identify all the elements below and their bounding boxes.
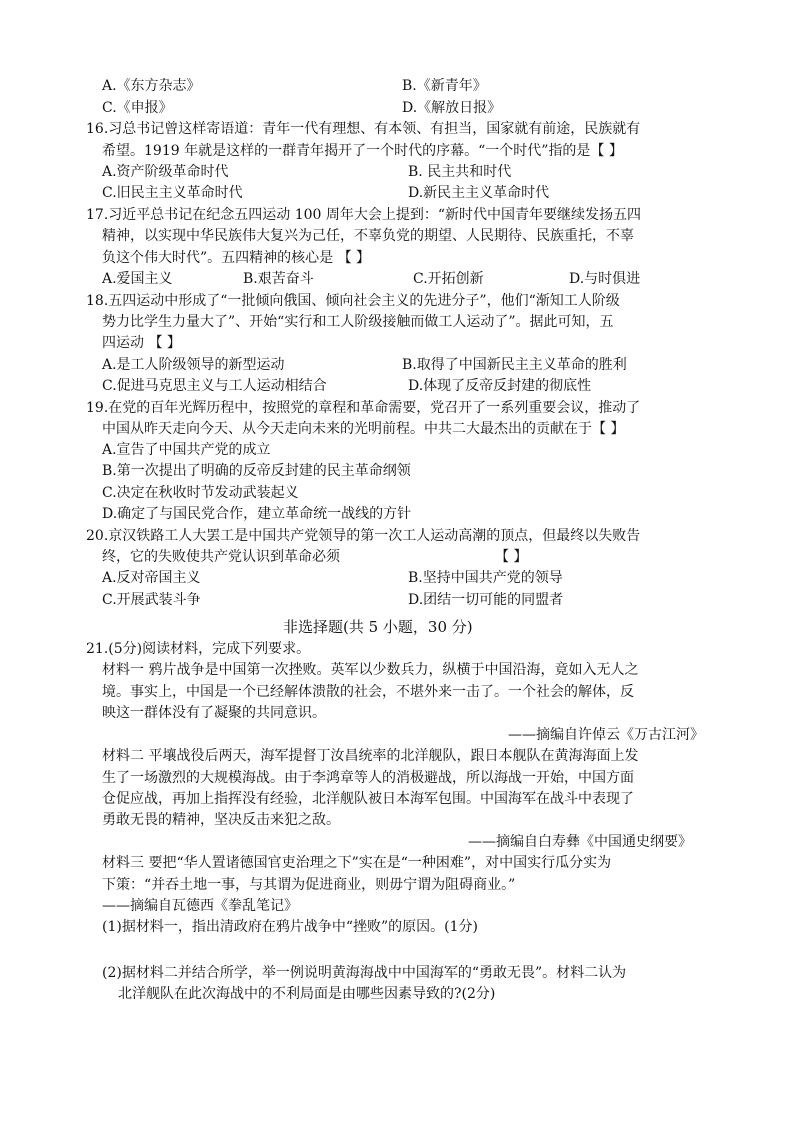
q18-option-b: B.取得了中国新民主主义革命的胜利 <box>402 357 627 373</box>
q15-option-b: B.《新青年》 <box>402 78 487 94</box>
q20-option-a: A.反对帝国主义 <box>102 570 201 586</box>
section-title: 非选择题(共 5 小题，30 分) <box>283 618 473 636</box>
q18-stem-line-2: 势力比学生力量大了”、开始“实行和工人阶级接触而做工人运动了”。据此可知，五 <box>102 314 614 330</box>
q17-stem-line-1: 17.习近平总书记在纪念五四运动 100 周年大会上提到：“新时代中国青年要继续发扬五四 <box>86 207 642 223</box>
q17-option-a: A.爱国主义 <box>102 271 173 287</box>
q21-material-3-source: ——摘编自瓦德西《拳乱笔记》 <box>102 898 298 914</box>
q21-material-2-line-2: 生了一场激烈的大规模海战。由于李鸿章等人的消极避战，所以海战一开始，中国方面 <box>102 770 634 786</box>
q19-option-a: A.宣告了中国共产党的成立 <box>102 442 271 458</box>
q16-option-d: D.新民主主义革命时代 <box>408 185 550 201</box>
q21-material-1-line-3: 映这一群体没有了凝聚的共同意识。 <box>102 705 326 721</box>
q19-stem-line-2: 中国从昨天走向今天、从今天走向未来的光明前程。中共二大最杰出的贡献在于【 】 <box>102 421 625 437</box>
q21-subquestion-1: (1)据材料一，指出清政府在鸦片战争中“挫败”的原因。(1分) <box>102 919 478 935</box>
q21-subquestion-2-line-2: 北洋舰队在此次海战中的不利局面是由哪些因素导致的?(2分) <box>118 986 496 1002</box>
q21-material-1-source: ——摘编自许倬云《万古江河》 <box>508 727 704 743</box>
q20-stem-line-1: 20.京汉铁路工人大罢工是中国共产党领导的第一次工人运动高潮的顶点，但最终以失败告 <box>86 528 641 544</box>
q18-option-a: A.是工人阶级领导的新型运动 <box>102 357 285 373</box>
q21-intro: 21.(5分)阅读材料，完成下列要求。 <box>86 641 311 657</box>
q16-stem-line-1: 16.习总书记曾这样寄语道：青年一代有理想、有本领、有担当，国家就有前途，民族就有 <box>86 121 641 137</box>
q21-material-2-source: ——摘编自白寿彝《中国通史纲要》 <box>468 834 692 850</box>
q17-stem-line-3: 负这个伟大时代”。五四精神的核心是 【 】 <box>102 250 371 266</box>
q17-stem-line-2: 精神，以实现中华民族伟大复兴为己任，不辜负党的期望、人民期待、民族重托，不辜 <box>102 228 634 244</box>
q20-option-d: D.团结一切可能的同盟者 <box>408 592 564 608</box>
q18-option-d: D.体现了反帝反封建的彻底性 <box>408 378 592 394</box>
q21-material-1-line-1: 材料一 鸦片战争是中国第一次挫败。英军以少数兵力，纵横于中国沿海，竟如入无人之 <box>102 662 639 678</box>
q20-option-c: C.开展武装斗争 <box>102 592 201 608</box>
q18-stem-line-1: 18.五四运动中形成了“一批倾向俄国、倾向社会主义的先进分子”，他们“渐知工人阶级 <box>86 293 620 309</box>
q21-material-1-line-2: 境。事实上，中国是一个已经解体溃散的社会，不堪外来一击了。一个社会的解体，反 <box>102 684 634 700</box>
q15-option-c: C.《申报》 <box>102 100 173 116</box>
q20-answer-bracket: 【 】 <box>495 549 528 565</box>
q16-option-c: C.旧民主主义革命时代 <box>102 185 243 201</box>
q21-material-2-line-1: 材料二 平壤战役后两天，海军提督丁汝昌统率的北洋舰队，跟日本舰队在黄海海面上发 <box>102 748 639 764</box>
q20-option-b: B.坚持中国共产党的领导 <box>408 570 563 586</box>
q21-subquestion-2-line-1: (2)据材料二并结合所学，举一例说明黄海海战中中国海军的“勇敢无畏”。材料二认为 <box>102 965 627 981</box>
q19-option-b: B.第一次提出了明确的反帝反封建的民主革命纲领 <box>102 463 411 479</box>
q19-stem-line-1: 19.在党的百年光辉历程中，按照党的章程和革命需要，党召开了一系列重要会议，推动了 <box>86 400 641 416</box>
q21-material-2-line-3: 仓促应战，再加上指挥没有经验，北洋舰队被日本海军包围。中国海军在战斗中表现了 <box>102 791 634 807</box>
q21-material-2-line-4: 勇敢无畏的精神，坚决反击来犯之敌。 <box>102 812 340 828</box>
q21-material-3-line-2: 下策：“并吞土地一事，与其谓为促进商业，则毋宁谓为阻碍商业。” <box>102 877 516 893</box>
q18-stem-line-3: 四运动 【 】 <box>102 335 181 351</box>
q21-material-3-line-1: 材料三 要把“华人置诸德国官吏治理之下”实在是“一种困难”，对中国实行瓜分实为 <box>102 855 612 871</box>
q19-option-c: C.决定在秋收时节发动武装起义 <box>102 485 299 501</box>
q17-option-d: D.与时俱进 <box>569 271 641 287</box>
q16-option-a: A.资产阶级革命时代 <box>102 164 229 180</box>
q20-stem-line-2: 终，它的失败使共产党认识到革命必须 <box>102 549 340 565</box>
q16-stem-line-2: 希望。1919 年就是这样的一群青年揭开了一个时代的序幕。“一个时代”指的是【 】 <box>102 143 623 159</box>
q17-option-c: C.开拓创新 <box>413 271 484 287</box>
q17-option-b: B.艰苦奋斗 <box>243 271 314 287</box>
q16-option-b: B. 民主共和时代 <box>408 164 512 180</box>
q18-option-c: C.促进马克思主义与工人运动相结合 <box>102 378 327 394</box>
q15-option-a: A.《东方杂志》 <box>102 78 201 94</box>
q15-option-d: D.《解放日报》 <box>402 100 502 116</box>
q19-option-d: D.确定了与国民党合作，建立革命统一战线的方针 <box>102 506 412 522</box>
